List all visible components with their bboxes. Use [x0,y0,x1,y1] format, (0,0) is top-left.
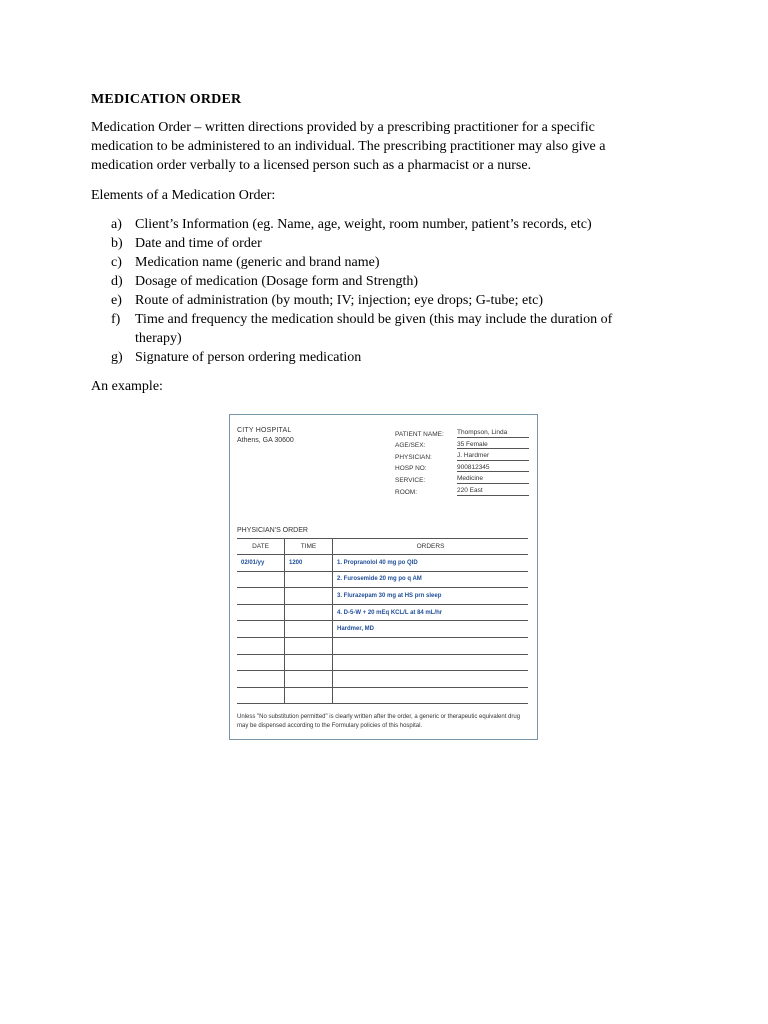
table-row [237,637,528,654]
service-label: SERVICE: [395,476,426,484]
document-page [91,92,691,396]
order-cell: 3. Flurazepam 30 mg at HS prn sleep [333,588,529,605]
patient-row [395,484,529,496]
list-text: Time and frequency the medication should be given (this may include the duration of therapy) [135,312,613,346]
time-cell [285,687,333,704]
list-marker: e) [111,293,122,308]
definition-dash: – [190,120,205,135]
list-text: Date and time of order [135,236,262,251]
hospital-block [237,426,294,446]
table-row [237,687,528,704]
orders-header-row [237,539,528,555]
patient-row [395,472,529,484]
table-row [237,555,528,572]
table-row [237,604,528,621]
order-cell [333,687,529,704]
age-sex-value: 35 Female [457,441,529,450]
patient-row [395,461,529,473]
date-cell [237,588,285,605]
table-row [237,671,528,688]
hospital-address: Athens, GA 30600 [237,437,294,444]
date-cell [237,687,285,704]
age-sex-label: AGE/SEX: [395,442,426,450]
date-cell [237,621,285,638]
list-text: Client’s Information (eg. Name, age, weight, room number, patient’s records, etc) [135,217,592,232]
date-cell [237,671,285,688]
elements-heading: Elements of a Medication Order: [91,188,276,203]
patient-row [395,449,529,461]
list-marker: a) [111,217,122,232]
patient-name-value: Thompson, Linda [457,429,529,438]
time-cell [285,654,333,671]
list-text: Signature of person ordering medication [135,350,362,365]
list-marker: f) [111,312,121,327]
room-label: ROOM: [395,488,418,496]
list-item [91,215,691,234]
list-text: Medication name (generic and brand name) [135,255,380,270]
time-cell [285,621,333,638]
order-cell [333,654,529,671]
list-marker: g) [111,350,123,365]
elements-list [91,215,691,367]
date-cell [237,654,285,671]
table-row [237,588,528,605]
list-marker: d) [111,274,123,289]
patient-row [395,438,529,450]
patient-info-block [395,426,529,496]
list-item [91,253,691,272]
hosp-no-label: HOSP NO: [395,465,427,473]
order-cell: 2. Furosemide 20 mg po q AM [333,571,529,588]
page-title: MEDICATION ORDER [91,92,242,107]
physician-value: J. Hardmer [457,452,529,461]
date-cell [237,571,285,588]
substitution-footnote: Unless "No substitution permitted" is clearly written after the order, a generic or therapeutic equivalent drug may be dispensed according to the Formulary policies of this hospital. [237,714,521,729]
list-item [91,348,691,367]
definition-paragraph [91,118,651,175]
physician-label: PHYSICIAN: [395,453,432,461]
list-marker: c) [111,255,122,270]
example-label: An example: [91,379,163,394]
time-cell [285,588,333,605]
order-cell [333,671,529,688]
list-item [91,310,691,348]
table-row [237,654,528,671]
patient-row [395,426,529,438]
hosp-no-value: 900812345 [457,464,529,473]
date-column-header: DATE [237,539,285,555]
hospital-name: CITY HOSPITAL [237,427,292,434]
list-item [91,291,691,310]
order-cell [333,637,529,654]
date-cell: 02/01/yy [237,555,285,572]
room-value: 220 East [457,487,529,496]
time-cell [285,671,333,688]
list-text: Route of administration (by mouth; IV; injection; eye drops; G-tube; etc) [135,293,543,308]
time-cell: 1200 [285,555,333,572]
list-item [91,234,691,253]
time-cell [285,571,333,588]
physicians-order-label: PHYSICIAN'S ORDER [237,527,308,534]
order-cell: 4. D-5-W + 20 mEq KCL/L at 84 mL/hr [333,604,529,621]
list-marker: b) [111,236,123,251]
date-cell [237,604,285,621]
medication-order-form-image [229,414,538,740]
definition-term: Medication Order [91,120,191,135]
table-row [237,621,528,638]
orders-column-header: ORDERS [333,539,529,555]
list-item [91,272,691,291]
time-cell [285,604,333,621]
order-cell: 1. Propranolol 40 mg po QID [333,555,529,572]
date-cell [237,637,285,654]
list-text: Dosage of medication (Dosage form and Strength) [135,274,419,289]
order-cell: Hardmer, MD [333,621,529,638]
definition-text: written directions provided by a prescribing practitioner for a specific medication to be administered to an individual. The prescribing practitioner may also give a medication order verbally to a licensed person such as a pharmacist or a nurse. [91,120,606,173]
table-row [237,571,528,588]
patient-name-label: PATIENT NAME: [395,430,444,438]
time-column-header: TIME [285,539,333,555]
orders-table [237,538,528,704]
service-value: Medicine [457,475,529,484]
time-cell [285,637,333,654]
